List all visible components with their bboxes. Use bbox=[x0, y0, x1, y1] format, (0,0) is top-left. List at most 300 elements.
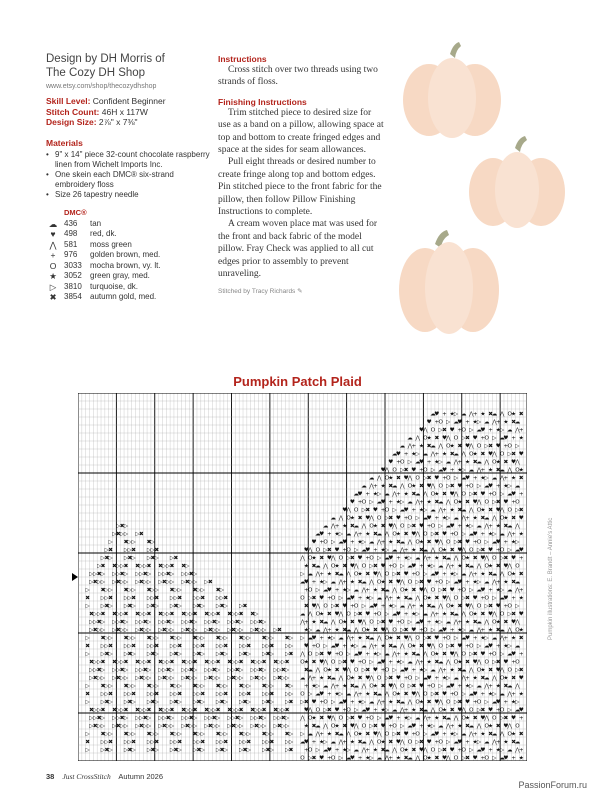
stitch-symbol: ☁ bbox=[414, 491, 421, 498]
stitch-symbol: + bbox=[495, 739, 501, 746]
stitch-symbol: O bbox=[492, 651, 497, 658]
stitch-symbol: ▷ bbox=[369, 563, 374, 570]
stitch-symbol: ★ bbox=[418, 539, 424, 546]
stitch-symbol: ☁ bbox=[399, 603, 406, 610]
stitch-symbol: ▷ bbox=[100, 699, 106, 706]
stitch-symbol: O bbox=[346, 515, 351, 522]
stitch-symbol: ☁ bbox=[460, 475, 467, 482]
stitch-symbol: ▷ bbox=[123, 643, 129, 650]
stitch-symbol: ★ bbox=[372, 523, 378, 530]
stitch-symbol: O bbox=[354, 571, 359, 578]
stitch-symbol: ⋀ bbox=[415, 659, 420, 666]
stitch-symbol: ★ bbox=[434, 491, 440, 498]
stitch-symbol: + bbox=[365, 651, 371, 658]
stitch-symbol: ▷ bbox=[146, 699, 152, 706]
key-symbol-icon: + bbox=[50, 250, 56, 260]
stitch-symbol: ⋀ bbox=[469, 731, 474, 738]
stitch-symbol: O bbox=[438, 579, 443, 586]
stitch-symbol: ★ bbox=[357, 699, 363, 706]
stitch-symbol: O bbox=[307, 651, 313, 658]
stitch-symbol: + bbox=[303, 587, 309, 594]
illustration-credit: Pumpkin illustrations: E. Brandt – Annie's Attic bbox=[548, 517, 554, 640]
stitch-symbol: ✖ bbox=[165, 619, 171, 626]
stitch-symbol: O bbox=[338, 651, 344, 658]
stitch-symbol: ☁ bbox=[361, 707, 367, 714]
stitch-symbol: ♥ bbox=[326, 555, 332, 562]
stitch-symbol: ⋀ bbox=[499, 475, 505, 482]
stitch-symbol: ⋀ bbox=[392, 651, 397, 658]
stitch-symbol: ▷ bbox=[492, 435, 497, 442]
instructions-column bbox=[218, 54, 384, 295]
stitch-symbol: ▷ bbox=[469, 491, 474, 498]
stitch-symbol: ☁ bbox=[414, 619, 421, 626]
stitch-symbol: + bbox=[327, 691, 332, 698]
stitch-symbol: ♥ bbox=[349, 595, 355, 602]
key-symbol-icon: ♥ bbox=[50, 229, 56, 239]
stitch-symbol: ☁ bbox=[330, 579, 336, 586]
stitch-symbol: ⋀ bbox=[353, 723, 359, 730]
stitch-symbol: ▷ bbox=[273, 675, 278, 682]
stitch-symbol: ▷ bbox=[96, 675, 102, 682]
stitch-symbol: ▷ bbox=[100, 667, 106, 674]
stitch-symbol: ★ bbox=[441, 707, 447, 714]
stitch-symbol: ▷ bbox=[177, 603, 182, 610]
stitch-symbol: ▷ bbox=[281, 723, 286, 730]
stitch-symbol: ⋀ bbox=[353, 531, 359, 538]
stitch-symbol: ▷ bbox=[181, 619, 186, 626]
stitch-symbol: ▷ bbox=[93, 619, 98, 626]
stitch-symbol: + bbox=[472, 731, 478, 738]
stitch-symbol: ✖ bbox=[277, 723, 282, 730]
stitch-symbol: ▷ bbox=[135, 667, 140, 674]
stitch-symbol: ♥ bbox=[465, 475, 471, 482]
stitch-symbol: ▷ bbox=[354, 707, 359, 714]
stitch-symbol: ▷ bbox=[150, 739, 155, 746]
stitch-symbol: ☁ bbox=[376, 755, 383, 761]
stitch-symbol: ♥ bbox=[411, 531, 417, 538]
stitch-symbol: ▷ bbox=[158, 667, 163, 674]
stitch-symbol: ✖ bbox=[380, 523, 386, 530]
stitch-symbol: ✖ bbox=[495, 467, 501, 474]
stitch-symbol: O bbox=[307, 747, 313, 754]
stitch-symbol: ☁ bbox=[384, 587, 390, 594]
stitch-symbol: ▷ bbox=[400, 659, 405, 666]
stitch-symbol: ⋀ bbox=[392, 523, 397, 530]
stitch-symbol: + bbox=[457, 587, 463, 594]
key-floss-number: 3854 bbox=[64, 292, 82, 301]
stitch-symbol: ♥ bbox=[395, 579, 401, 586]
stitch-symbol: ★ bbox=[388, 635, 394, 642]
stitch-symbol: ✖ bbox=[419, 739, 424, 746]
stitch-symbol: ♥ bbox=[319, 659, 325, 666]
stitch-symbol: ⋀ bbox=[423, 587, 428, 594]
stitch-symbol: ⋀ bbox=[484, 619, 490, 626]
stitch-symbol: ▷ bbox=[258, 723, 263, 730]
stitch-symbol: ▷ bbox=[269, 731, 274, 738]
stitch-symbol: ▷ bbox=[346, 555, 351, 562]
stitch-symbol: ★ bbox=[342, 747, 348, 754]
stitch-symbol: ▷ bbox=[231, 715, 236, 722]
stitch-symbol: O bbox=[392, 563, 397, 570]
stitch-symbol: ★ bbox=[495, 619, 501, 626]
stitch-symbol: + bbox=[518, 587, 524, 594]
stitch-symbol: ☁ bbox=[422, 547, 429, 554]
stitch-symbol: ☁ bbox=[330, 515, 336, 522]
stitch-symbol: ♥ bbox=[465, 603, 471, 610]
stitch-symbol: ✖ bbox=[169, 563, 175, 570]
stitch-symbol: ☁ bbox=[330, 739, 336, 746]
stitch-symbol: ♥ bbox=[372, 507, 378, 514]
stitch-symbol: ▷ bbox=[392, 571, 397, 578]
stitch-symbol: ▷ bbox=[250, 723, 255, 730]
stitch-symbol: + bbox=[342, 739, 348, 746]
stitch-symbol: ★ bbox=[465, 523, 471, 530]
stitch-symbol: ★ bbox=[441, 611, 447, 618]
stitch-symbol: ▷ bbox=[300, 731, 305, 738]
stitch-symbol: O bbox=[407, 675, 413, 682]
stitch-symbol: ✖ bbox=[96, 715, 102, 722]
stitch-symbol: ★ bbox=[518, 755, 524, 761]
stitch-symbol: ♥ bbox=[426, 483, 432, 490]
stitch-symbol: ▷ bbox=[238, 627, 244, 634]
stitch-symbol: ☁ bbox=[345, 755, 352, 761]
stitch-symbol: ▷ bbox=[227, 667, 232, 674]
stitch-symbol: ☁ bbox=[391, 707, 398, 714]
stitch-symbol: ▷ bbox=[196, 739, 202, 746]
stitch-symbol: ✖ bbox=[104, 747, 110, 754]
stitch-symbol: ▷ bbox=[108, 587, 113, 594]
stitch-symbol: ▷ bbox=[150, 635, 155, 642]
stitch-symbol: ★ bbox=[511, 731, 517, 738]
stitch-symbol: ⋀ bbox=[330, 555, 336, 562]
stitch-symbol: ✖ bbox=[261, 683, 267, 690]
stitch-symbol: O bbox=[384, 635, 390, 642]
stitch-symbol: ▷ bbox=[85, 651, 90, 658]
stitch-symbol: + bbox=[511, 531, 516, 538]
stitch-symbol: ☁ bbox=[514, 483, 521, 490]
stitch-symbol: ▷ bbox=[150, 683, 155, 690]
stitch-symbol: ✖ bbox=[457, 539, 463, 546]
stitch-symbol: ☁ bbox=[368, 699, 375, 706]
stitch-symbol: ♥ bbox=[357, 651, 363, 658]
stitch-symbol: ☁ bbox=[322, 683, 329, 690]
stitch-symbol: ⋀ bbox=[369, 739, 374, 746]
stitch-symbol: ⋀ bbox=[492, 419, 497, 426]
stitch-symbol: + bbox=[411, 667, 417, 674]
stitch-symbol: + bbox=[373, 707, 378, 714]
stitch-symbol: ☁ bbox=[322, 587, 329, 594]
pumpkin-illustrations bbox=[395, 40, 565, 340]
stitch-symbol: ♥ bbox=[326, 587, 332, 594]
stitch-symbol: ✖ bbox=[434, 499, 440, 506]
stitch-symbol: ✖ bbox=[185, 675, 190, 682]
stitch-symbol: ▷ bbox=[281, 707, 286, 714]
stitch-symbol: ▷ bbox=[204, 667, 209, 674]
stitch-symbol: + bbox=[480, 755, 486, 761]
stitch-symbol: + bbox=[334, 651, 340, 658]
stitch-symbol: ♥ bbox=[518, 675, 524, 682]
stitch-symbol: ▷ bbox=[515, 539, 520, 546]
stitch-symbol: O bbox=[476, 507, 482, 514]
stitch-symbol: ✖ bbox=[119, 619, 125, 626]
stitch-symbol: ▷ bbox=[162, 611, 167, 618]
stitch-symbol: O bbox=[484, 755, 489, 761]
stitch-symbol: ✖ bbox=[173, 603, 179, 610]
stitch-symbol: ♥ bbox=[503, 563, 509, 570]
stitch-symbol: ⋀ bbox=[407, 539, 413, 546]
stitch-symbol: ✖ bbox=[518, 571, 524, 578]
stitch-symbol: ⋀ bbox=[453, 715, 459, 722]
stitch-symbol: ✖ bbox=[434, 531, 440, 538]
stitch-symbol: ✖ bbox=[123, 611, 129, 618]
stitch-symbol: ✖ bbox=[196, 747, 202, 754]
stitch-symbol: ▷ bbox=[146, 547, 152, 554]
stitch-symbol: ☁ bbox=[453, 579, 459, 586]
stitch-symbol: ⋀ bbox=[376, 731, 382, 738]
stitch-symbol: ✖ bbox=[100, 611, 106, 618]
stitch-symbol: + bbox=[403, 547, 409, 554]
stitch-symbol: O bbox=[377, 675, 382, 682]
key-color-name: mocha brown, vy. lt. bbox=[90, 260, 161, 270]
stitch-symbol: + bbox=[480, 691, 486, 698]
stitch-symbol: + bbox=[503, 443, 509, 450]
stitch-symbol: ♥ bbox=[326, 651, 332, 658]
materials-item: • Size 26 tapestry needle bbox=[46, 190, 216, 200]
stitch-symbol: ★ bbox=[380, 579, 386, 586]
stitch-symbol: ✖ bbox=[208, 723, 213, 730]
stitch-symbol: ✖ bbox=[403, 531, 409, 538]
stitch-symbol: ▷ bbox=[177, 587, 182, 594]
stitch-symbol: O bbox=[307, 587, 313, 594]
key-floss-number: 498 bbox=[64, 229, 78, 238]
stitch-symbol: ⋀ bbox=[399, 707, 405, 714]
stitch-symbol: ✖ bbox=[215, 659, 221, 666]
stitch-symbol: ♥ bbox=[511, 555, 517, 562]
stitch-symbol: + bbox=[357, 499, 363, 506]
stitch-symbol: + bbox=[396, 555, 401, 562]
stitch-symbol: + bbox=[357, 659, 363, 666]
stitch-symbol: ✖ bbox=[192, 707, 198, 714]
stitch-symbol: ✖ bbox=[495, 563, 501, 570]
stitch-symbol: ♥ bbox=[441, 435, 447, 442]
stitch-symbol: O bbox=[384, 571, 390, 578]
stitch-symbol: ▷ bbox=[135, 531, 140, 538]
stitch-symbol: ♥ bbox=[311, 539, 317, 546]
stitch-symbol: ▷ bbox=[177, 635, 182, 642]
stitch-symbol: ▷ bbox=[212, 675, 217, 682]
stitch-symbol: ✖ bbox=[411, 747, 417, 754]
stitch-symbol: ⋀ bbox=[323, 723, 328, 730]
stitch-symbol: ✖ bbox=[146, 611, 152, 618]
stitch-symbol: ☁ bbox=[514, 707, 521, 714]
stitch-symbol: + bbox=[518, 555, 524, 562]
stitch-symbol: ✖ bbox=[142, 715, 148, 722]
stitch-symbol: ✖ bbox=[396, 635, 401, 642]
stitch-symbol: ★ bbox=[380, 739, 386, 746]
stitch-symbol: ▷ bbox=[166, 707, 171, 714]
stitch-symbol: ▷ bbox=[169, 747, 175, 754]
stitch-symbol: O bbox=[300, 691, 305, 698]
stitch-symbol: ✖ bbox=[373, 691, 378, 698]
stitch-symbol: ★ bbox=[449, 667, 455, 674]
stitch-symbol: ▷ bbox=[235, 675, 240, 682]
stitch-symbol: ★ bbox=[480, 507, 486, 514]
stitch-symbol: ▷ bbox=[338, 531, 344, 538]
stitch-symbol: ▷ bbox=[123, 571, 129, 578]
stitch-symbol: ▷ bbox=[192, 675, 198, 682]
stitch-symbol: ▷ bbox=[85, 587, 90, 594]
stitch-symbol: + bbox=[357, 531, 363, 538]
stitch-symbol: ▷ bbox=[112, 619, 117, 626]
key-color-name: moss green bbox=[90, 239, 132, 249]
stitch-symbol: ⋀ bbox=[323, 627, 328, 634]
stitch-symbol: ☁ bbox=[384, 715, 390, 722]
stitch-symbol: + bbox=[495, 643, 501, 650]
stitch-symbol: ✖ bbox=[303, 667, 309, 674]
designer-line2: The Cozy DH Shop bbox=[46, 67, 146, 79]
stitch-symbol: ▷ bbox=[169, 667, 175, 674]
stitch-symbol: ▷ bbox=[212, 611, 217, 618]
stitch-symbol: ▷ bbox=[384, 515, 390, 522]
stitch-symbol: ⋀ bbox=[407, 635, 413, 642]
stitch-symbol: O bbox=[415, 635, 420, 642]
stitch-symbol: ✖ bbox=[146, 563, 152, 570]
stitch-symbol: + bbox=[503, 699, 509, 706]
stitch-symbol: ⋀ bbox=[461, 547, 466, 554]
magazine-name: Just CrossStitch bbox=[62, 772, 111, 781]
stitch-symbol: ▷ bbox=[192, 627, 198, 634]
stitch-symbol: ✖ bbox=[108, 643, 113, 650]
stitch-symbol: + bbox=[373, 643, 378, 650]
stitch-symbol: ✖ bbox=[165, 667, 171, 674]
stitch-symbol: ▷ bbox=[85, 699, 90, 706]
stitch-symbol: ♥ bbox=[380, 627, 386, 634]
stitch-symbol: ★ bbox=[380, 707, 386, 714]
stitch-symbol: ⋀ bbox=[423, 651, 428, 658]
stitch-symbol: ⋀ bbox=[476, 659, 482, 666]
stitch-symbol: ▷ bbox=[135, 579, 140, 586]
stitch-symbol: ✖ bbox=[426, 475, 432, 482]
stitch-symbol: ✖ bbox=[208, 675, 213, 682]
stitch-symbol: ▷ bbox=[430, 467, 436, 474]
stitch-symbol: ▷ bbox=[354, 643, 359, 650]
stitch-symbol: ✖ bbox=[142, 667, 148, 674]
stitch-symbol: + bbox=[465, 483, 470, 490]
stitch-symbol: ⋀ bbox=[323, 563, 328, 570]
stitch-symbol: ★ bbox=[434, 459, 440, 466]
stitch-symbol: O bbox=[423, 531, 428, 538]
stitch-symbol: ▷ bbox=[143, 579, 148, 586]
stitch-symbol: ☁ bbox=[399, 539, 406, 546]
stitch-symbol: ✖ bbox=[426, 603, 432, 610]
stitch-symbol: ⋀ bbox=[453, 651, 459, 658]
stitch-symbol: ★ bbox=[434, 619, 440, 626]
stitch-symbol: ☁ bbox=[483, 675, 490, 682]
stitch-symbol: ▷ bbox=[231, 667, 236, 674]
stitch-symbol: ▷ bbox=[154, 587, 159, 594]
stitch-symbol: ✖ bbox=[173, 651, 179, 658]
stitch-symbol: ★ bbox=[418, 603, 424, 610]
stitch-symbol: ⋀ bbox=[469, 603, 474, 610]
stitch-symbol: ▷ bbox=[265, 635, 271, 642]
stitch-symbol: ▷ bbox=[192, 619, 198, 626]
stitch-symbol: ⋀ bbox=[300, 715, 305, 722]
stitch-symbol: ▷ bbox=[196, 595, 202, 602]
stitch-symbol: O bbox=[430, 523, 436, 530]
stitch-symbol: ♥ bbox=[434, 411, 440, 418]
stitch-symbol: ▷ bbox=[215, 643, 221, 650]
stitch-symbol: O bbox=[423, 755, 428, 761]
stitch-symbol: ▷ bbox=[273, 723, 278, 730]
stitch-symbol: ✖ bbox=[403, 755, 409, 761]
stitch-symbol: ★ bbox=[395, 595, 401, 602]
stitch-symbol: ✖ bbox=[511, 419, 516, 426]
stitch-symbol: ▷ bbox=[246, 731, 251, 738]
stitch-symbol: ✖ bbox=[388, 675, 394, 682]
stitch-symbol: ✖ bbox=[227, 611, 232, 618]
stitch-symbol: ▷ bbox=[338, 595, 344, 602]
stitch-symbol: O bbox=[377, 515, 382, 522]
stitch-symbol: ♥ bbox=[311, 699, 317, 706]
stitch-symbol: ⋀ bbox=[453, 555, 459, 562]
stitch-symbol: ▷ bbox=[469, 523, 474, 530]
stitch-symbol: ⋀ bbox=[346, 507, 351, 514]
stitch-symbol: O bbox=[423, 627, 428, 634]
designer-website[interactable]: www.etsy.com/shop/thecozydhshop bbox=[46, 83, 157, 90]
stitch-symbol: ★ bbox=[495, 587, 501, 594]
stitch-symbol: ⋀ bbox=[476, 563, 482, 570]
stitch-symbol: + bbox=[388, 499, 394, 506]
stitch-symbol: ▷ bbox=[123, 667, 129, 674]
stitch-symbol: ▷ bbox=[308, 595, 313, 602]
stitch-symbol: ▷ bbox=[196, 683, 202, 690]
stitch-symbol: ▷ bbox=[154, 651, 159, 658]
stitch-symbol: ✖ bbox=[104, 651, 110, 658]
stitch-symbol: O bbox=[384, 475, 390, 482]
stitch-symbol: ✖ bbox=[131, 595, 136, 602]
stitch-symbol: ♥ bbox=[349, 659, 355, 666]
stitch-symbol: ★ bbox=[472, 739, 478, 746]
stitch-symbol: ☁ bbox=[506, 587, 513, 594]
stitch-symbol: ✖ bbox=[334, 571, 340, 578]
stitch-symbol: ▷ bbox=[166, 579, 171, 586]
stitch-symbol: ♥ bbox=[418, 587, 424, 594]
stitch-symbol: ✖ bbox=[480, 611, 486, 618]
stitch-symbol: ▷ bbox=[104, 635, 109, 642]
stitch-symbol: ☁ bbox=[345, 595, 352, 602]
stitch-symbol: O bbox=[407, 643, 413, 650]
stitch-symbol: ⋀ bbox=[499, 635, 505, 642]
stitch-symbol: ★ bbox=[449, 411, 455, 418]
stitch-symbol: ✖ bbox=[215, 707, 221, 714]
stitch-symbol: ☁ bbox=[445, 459, 452, 466]
stitch-symbol: ▷ bbox=[331, 603, 336, 610]
stitch-symbol: ♥ bbox=[457, 643, 463, 650]
stitch-symbol: ▷ bbox=[131, 539, 136, 546]
key-row bbox=[46, 240, 216, 251]
stitch-symbol: ☁ bbox=[407, 595, 413, 602]
stitch-symbol: ⋀ bbox=[361, 587, 367, 594]
stitch-symbol: + bbox=[411, 443, 417, 450]
stitch-symbol: ▷ bbox=[235, 627, 240, 634]
stitch-symbol: ✖ bbox=[115, 627, 121, 634]
stitch-symbol: ✖ bbox=[495, 659, 501, 666]
stitch-symbol: ☁ bbox=[353, 683, 360, 690]
stitch-symbol: ✖ bbox=[208, 627, 213, 634]
stitch-symbol: ▷ bbox=[377, 491, 382, 498]
stitch-symbol: ✖ bbox=[138, 723, 144, 730]
stitch-symbol: ♥ bbox=[380, 723, 386, 730]
